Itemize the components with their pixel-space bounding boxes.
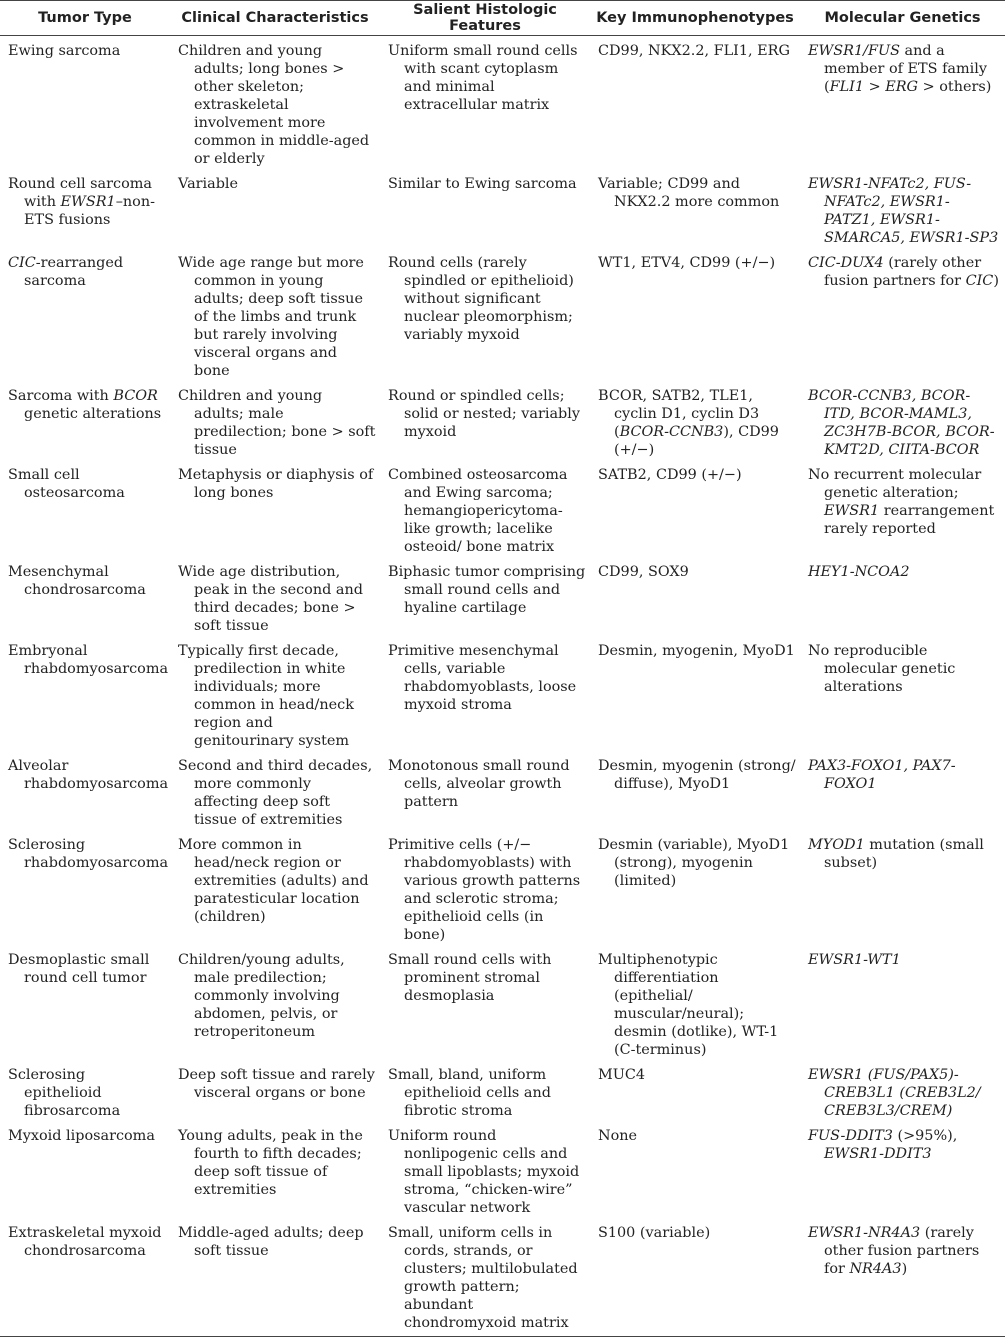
- cell-clinical-characteristics-text: Middle-aged adults; deep soft tissue: [178, 1225, 364, 1259]
- cell-clinical-characteristics: [170, 830, 380, 945]
- italic-segment: EWSR1-NFATc2, FUS-NFATc2, EWSR1-PATZ1, EWSR1-SMARCA5, EWSR1-SP3: [808, 176, 999, 246]
- cell-tumor-type: [0, 248, 170, 381]
- cell-clinical-characteristics: [170, 636, 380, 751]
- cell-molecular-genetics-text: [808, 951, 1001, 969]
- cell-molecular-genetics: [800, 945, 1005, 1060]
- cell-molecular-genetics: [800, 557, 1005, 636]
- cell-clinical-characteristics-text: Children and young adults; male predilection; bone > soft tissue: [178, 388, 376, 458]
- cell-molecular-genetics-text: [808, 642, 1001, 696]
- cell-tumor-type-text: Alveolar rhabdomyosarcoma: [8, 758, 169, 792]
- text-segment: No recurrent molecular genetic alteration;: [808, 467, 982, 501]
- cell-tumor-type-text: [8, 175, 166, 229]
- table-row: [0, 1060, 1005, 1121]
- cell-clinical-characteristics-text: Typically first decade, predilection in white individuals; more common in head/neck region and genitourinary system: [178, 643, 354, 749]
- cell-clinical-characteristics: [170, 751, 380, 830]
- cell-histologic-features-text: Monotonous small round cells, alveolar growth pattern: [388, 758, 570, 810]
- cell-tumor-type-text: [8, 387, 166, 423]
- cell-molecular-genetics-text: [808, 1127, 1001, 1163]
- header-clinical-characteristics: Clinical Characteristics: [170, 1, 380, 36]
- text-segment: ): [993, 273, 999, 289]
- table-row: [0, 1121, 1005, 1218]
- italic-segment: EWSR1 (FUS/PAX5)-CREB3L1 (CREB3L2/ CREB3L3/CREM): [808, 1067, 981, 1119]
- table-row: [0, 636, 1005, 751]
- header-row: [0, 1, 1005, 36]
- cell-histologic-features: [380, 169, 590, 248]
- table-row: [0, 381, 1005, 460]
- cell-molecular-genetics-text: [808, 563, 1001, 581]
- cell-clinical-characteristics-text: Deep soft tissue and rarely visceral organs or bone: [178, 1067, 375, 1101]
- cell-tumor-type-text: Desmoplastic small round cell tumor: [8, 952, 150, 986]
- cell-histologic-features: [380, 1121, 590, 1218]
- italic-segment: EWSR1: [60, 194, 116, 210]
- cell-clinical-characteristics: [170, 945, 380, 1060]
- cell-histologic-features: [380, 381, 590, 460]
- cell-clinical-characteristics: [170, 557, 380, 636]
- cell-tumor-type: [0, 751, 170, 830]
- cell-immunophenotypes-text: None: [598, 1128, 638, 1144]
- italic-segment: PAX3-FOXO1, PAX7-FOXO1: [808, 758, 956, 792]
- italic-segment: EWSR1: [824, 503, 880, 519]
- cell-molecular-genetics: [800, 751, 1005, 830]
- text-segment: genetic alterations: [24, 406, 162, 422]
- italic-segment: BCOR-CCNB3, BCOR-ITD, BCOR-MAML3, ZC3H7B-BCOR, BCOR-KMT2D, CIITA-BCOR: [808, 388, 995, 458]
- cell-immunophenotypes-text: [598, 387, 796, 459]
- cell-molecular-genetics: [800, 1121, 1005, 1218]
- cell-immunophenotypes-text: SATB2, CD99 (+/−): [598, 467, 742, 483]
- cell-immunophenotypes: [590, 1060, 800, 1121]
- cell-clinical-characteristics-text: Children and young adults; long bones > other skeleton; extraskeletal involvement more common in middle-aged or elderly: [178, 43, 370, 167]
- italic-segment: FLI1 > ERG >: [829, 79, 940, 95]
- cell-tumor-type: [0, 945, 170, 1060]
- table-row: [0, 460, 1005, 557]
- cell-molecular-genetics: [800, 248, 1005, 381]
- cell-molecular-genetics-text: [808, 466, 1001, 538]
- cell-histologic-features-text: Round cells (rarely spindled or epithelioid) without significant nuclear pleomorphism; variably myxoid: [388, 255, 574, 343]
- cell-immunophenotypes-text: CD99, NKX2.2, FLI1, ERG: [598, 43, 790, 59]
- table-row: [0, 751, 1005, 830]
- cell-tumor-type: [0, 460, 170, 557]
- table-row: [0, 945, 1005, 1060]
- cell-histologic-features: [380, 1060, 590, 1121]
- header-histologic-features: Salient Histologic Features: [380, 1, 590, 36]
- cell-immunophenotypes: [590, 945, 800, 1060]
- cell-clinical-characteristics: [170, 36, 380, 170]
- text-segment: -rearranged sarcoma: [24, 255, 124, 289]
- cell-immunophenotypes-text: Desmin, myogenin, MyoD1: [598, 643, 795, 659]
- cell-molecular-genetics-text: [808, 757, 1001, 793]
- cell-histologic-features: [380, 36, 590, 170]
- cell-clinical-characteristics: [170, 460, 380, 557]
- cell-immunophenotypes: [590, 830, 800, 945]
- text-segment: BCOR, SATB2, TLE1, cyclin D1, cyclin D3 (: [598, 388, 760, 440]
- italic-segment: FUS-DDIT3: [808, 1128, 893, 1144]
- cell-immunophenotypes-text: S100 (variable): [598, 1225, 711, 1241]
- header-tumor-type: Tumor Type: [0, 1, 170, 36]
- cell-immunophenotypes: [590, 1121, 800, 1218]
- italic-segment: CIC-DUX4: [808, 255, 884, 271]
- cell-molecular-genetics: [800, 830, 1005, 945]
- text-segment: others): [939, 79, 992, 95]
- cell-tumor-type: [0, 381, 170, 460]
- cell-histologic-features: [380, 945, 590, 1060]
- cell-tumor-type-text: Ewing sarcoma: [8, 43, 121, 59]
- italic-segment: BCOR-CCNB3: [619, 424, 724, 440]
- text-segment: Round cell sarcoma with: [8, 176, 152, 210]
- cell-histologic-features-text: Small, bland, uniform epithelioid cells and fibrotic stroma: [388, 1067, 551, 1119]
- cell-immunophenotypes: [590, 636, 800, 751]
- cell-tumor-type: [0, 1060, 170, 1121]
- cell-histologic-features: [380, 248, 590, 381]
- cell-molecular-genetics-text: [808, 1066, 1001, 1120]
- cell-histologic-features: [380, 557, 590, 636]
- table-body: [0, 36, 1005, 1337]
- cell-tumor-type: [0, 557, 170, 636]
- text-segment: rearrangement rarely reported: [824, 503, 995, 537]
- cell-tumor-type-text: [8, 254, 166, 290]
- cell-molecular-genetics-text: [808, 42, 1001, 96]
- table-row: [0, 36, 1005, 170]
- cell-clinical-characteristics-text: Wide age distribution, peak in the second and third decades; bone > soft tissue: [178, 564, 363, 634]
- cell-clinical-characteristics-text: Children/young adults, male predilection; commonly involving abdomen, pelvis, or retroperitoneum: [178, 952, 345, 1040]
- cell-immunophenotypes: [590, 751, 800, 830]
- italic-segment: CIC: [8, 255, 36, 271]
- cell-molecular-genetics-text: [808, 387, 1001, 459]
- cell-molecular-genetics-text: [808, 836, 1001, 872]
- italic-segment: BCOR: [113, 388, 158, 404]
- cell-tumor-type: [0, 1218, 170, 1337]
- cell-molecular-genetics: [800, 460, 1005, 557]
- table-row: [0, 248, 1005, 381]
- cell-histologic-features-text: Uniform round nonlipogenic cells and small lipoblasts; myxoid stroma, “chicken-wire” vascular network: [388, 1128, 580, 1216]
- cell-immunophenotypes: [590, 248, 800, 381]
- cell-clinical-characteristics: [170, 248, 380, 381]
- table-header: [0, 1, 1005, 36]
- cell-clinical-characteristics-text: More common in head/neck region or extremities (adults) and paratesticular location (children): [178, 837, 369, 925]
- cell-histologic-features: [380, 830, 590, 945]
- cell-histologic-features-text: Primitive cells (+/− rhabdomyoblasts) with various growth patterns and sclerotic stroma; epithelioid cells (in bone): [388, 837, 581, 943]
- cell-immunophenotypes: [590, 381, 800, 460]
- cell-clinical-characteristics-text: Wide age range but more common in young adults; deep soft tissue of the limbs and trunk but rarely involving visceral organs and bone: [178, 255, 364, 379]
- cell-molecular-genetics: [800, 1060, 1005, 1121]
- cell-histologic-features-text: Primitive mesenchymal cells, variable rhabdomyoblasts, loose myxoid stroma: [388, 643, 577, 713]
- cell-immunophenotypes-text: CD99, SOX9: [598, 564, 689, 580]
- italic-segment: HEY1-NCOA2: [808, 564, 910, 580]
- cell-histologic-features: [380, 636, 590, 751]
- italic-segment: CIC: [965, 273, 994, 289]
- table-row: [0, 557, 1005, 636]
- text-segment: Sarcoma with: [8, 388, 114, 404]
- cell-tumor-type-text: Small cell osteosarcoma: [8, 467, 125, 501]
- cell-immunophenotypes: [590, 169, 800, 248]
- cell-tumor-type: [0, 1121, 170, 1218]
- cell-clinical-characteristics: [170, 1060, 380, 1121]
- cell-immunophenotypes: [590, 557, 800, 636]
- text-segment: No reproducible molecular genetic alterations: [808, 643, 956, 695]
- cell-histologic-features-text: Uniform small round cells with scant cytoplasm and minimal extracellular matrix: [388, 43, 578, 113]
- cell-immunophenotypes-text: Variable; CD99 and NKX2.2 more common: [598, 176, 780, 210]
- text-segment: and a member of ETS family (: [824, 43, 987, 95]
- cell-histologic-features: [380, 460, 590, 557]
- cell-molecular-genetics: [800, 169, 1005, 248]
- cell-histologic-features: [380, 751, 590, 830]
- cell-histologic-features-text: Round or spindled cells; solid or nested; variably myxoid: [388, 388, 580, 440]
- text-segment: (rarely other fusion partners for: [824, 1225, 980, 1277]
- cell-tumor-type-text: Embryonal rhabdomyosarcoma: [8, 643, 169, 677]
- cell-histologic-features-text: Combined osteosarcoma and Ewing sarcoma; hemangiopericytoma-like growth; lacelike osteoid/ bone matrix: [388, 467, 568, 555]
- cell-immunophenotypes-text: Multiphenotypic differentiation (epithelial/ muscular/neural); desmin (dotlike), WT-1 (C-terminus): [598, 952, 779, 1058]
- cell-tumor-type-text: Sclerosing epithelioid fibrosarcoma: [8, 1067, 121, 1119]
- cell-histologic-features-text: Similar to Ewing sarcoma: [388, 176, 577, 192]
- cell-immunophenotypes: [590, 36, 800, 170]
- cell-tumor-type: [0, 830, 170, 945]
- cell-tumor-type: [0, 169, 170, 248]
- cell-histologic-features-text: Biphasic tumor comprising small round cells and hyaline cartilage: [388, 564, 586, 616]
- cell-immunophenotypes: [590, 1218, 800, 1337]
- cell-clinical-characteristics: [170, 1218, 380, 1337]
- cell-immunophenotypes-text: WT1, ETV4, CD99 (+/−): [598, 255, 776, 271]
- table-row: [0, 169, 1005, 248]
- cell-clinical-characteristics: [170, 381, 380, 460]
- cell-molecular-genetics: [800, 1218, 1005, 1337]
- cell-clinical-characteristics: [170, 169, 380, 248]
- italic-segment: EWSR1-WT1: [808, 952, 901, 968]
- cell-tumor-type-text: Extraskeletal myxoid chondrosarcoma: [8, 1225, 162, 1259]
- header-immunophenotypes: Key Immunophenotypes: [590, 1, 800, 36]
- cell-tumor-type: [0, 36, 170, 170]
- text-segment: ), CD99 (+/−): [614, 424, 779, 458]
- header-molecular-genetics: Molecular Genetics: [800, 1, 1005, 36]
- cell-molecular-genetics-text: [808, 254, 1001, 290]
- cell-immunophenotypes-text: Desmin, myogenin (strong/ diffuse), MyoD1: [598, 758, 796, 792]
- table-row: [0, 1218, 1005, 1337]
- cell-tumor-type: [0, 636, 170, 751]
- cell-immunophenotypes-text: Desmin (variable), MyoD1 (strong), myogenin (limited): [598, 837, 790, 889]
- cell-immunophenotypes: [590, 460, 800, 557]
- cell-tumor-type-text: Sclerosing rhabdomyosarcoma: [8, 837, 169, 871]
- italic-segment: EWSR1/FUS: [808, 43, 900, 59]
- cell-clinical-characteristics-text: Second and third decades, more commonly affecting deep soft tissue of extremities: [178, 758, 373, 828]
- text-segment: mutation (small subset): [824, 837, 984, 871]
- cell-clinical-characteristics-text: Young adults, peak in the fourth to fifth decades; deep soft tissue of extremities: [178, 1128, 363, 1198]
- cell-immunophenotypes-text: MUC4: [598, 1067, 646, 1083]
- italic-segment: MYOD1: [808, 837, 865, 853]
- cell-clinical-characteristics-text: Metaphysis or diaphysis of long bones: [178, 467, 374, 501]
- cell-molecular-genetics-text: [808, 1224, 1001, 1278]
- table-row: [0, 830, 1005, 945]
- cell-histologic-features-text: Small round cells with prominent stromal desmoplasia: [388, 952, 552, 1004]
- cell-tumor-type-text: Mesenchymal chondrosarcoma: [8, 564, 146, 598]
- cell-molecular-genetics-text: [808, 175, 1001, 247]
- cell-molecular-genetics: [800, 381, 1005, 460]
- cell-clinical-characteristics-text: Variable: [178, 176, 239, 192]
- cell-tumor-type-text: Myxoid liposarcoma: [8, 1128, 155, 1144]
- cell-molecular-genetics: [800, 36, 1005, 170]
- text-segment: ): [901, 1261, 908, 1277]
- text-segment: (>95%),: [892, 1128, 958, 1144]
- text-segment: –non-ETS fusions: [24, 194, 155, 228]
- cell-clinical-characteristics: [170, 1121, 380, 1218]
- italic-segment: NR4A3: [849, 1261, 902, 1277]
- cell-molecular-genetics: [800, 636, 1005, 751]
- cell-histologic-features-text: Small, uniform cells in cords, strands, or clusters; multilobulated growth pattern; abundant chondromyxoid matrix: [388, 1225, 578, 1331]
- cell-histologic-features: [380, 1218, 590, 1337]
- italic-segment: EWSR1-NR4A3: [808, 1225, 921, 1241]
- text-segment: (rarely other fusion partners for: [824, 255, 982, 289]
- italic-segment: EWSR1-DDIT3: [824, 1146, 932, 1162]
